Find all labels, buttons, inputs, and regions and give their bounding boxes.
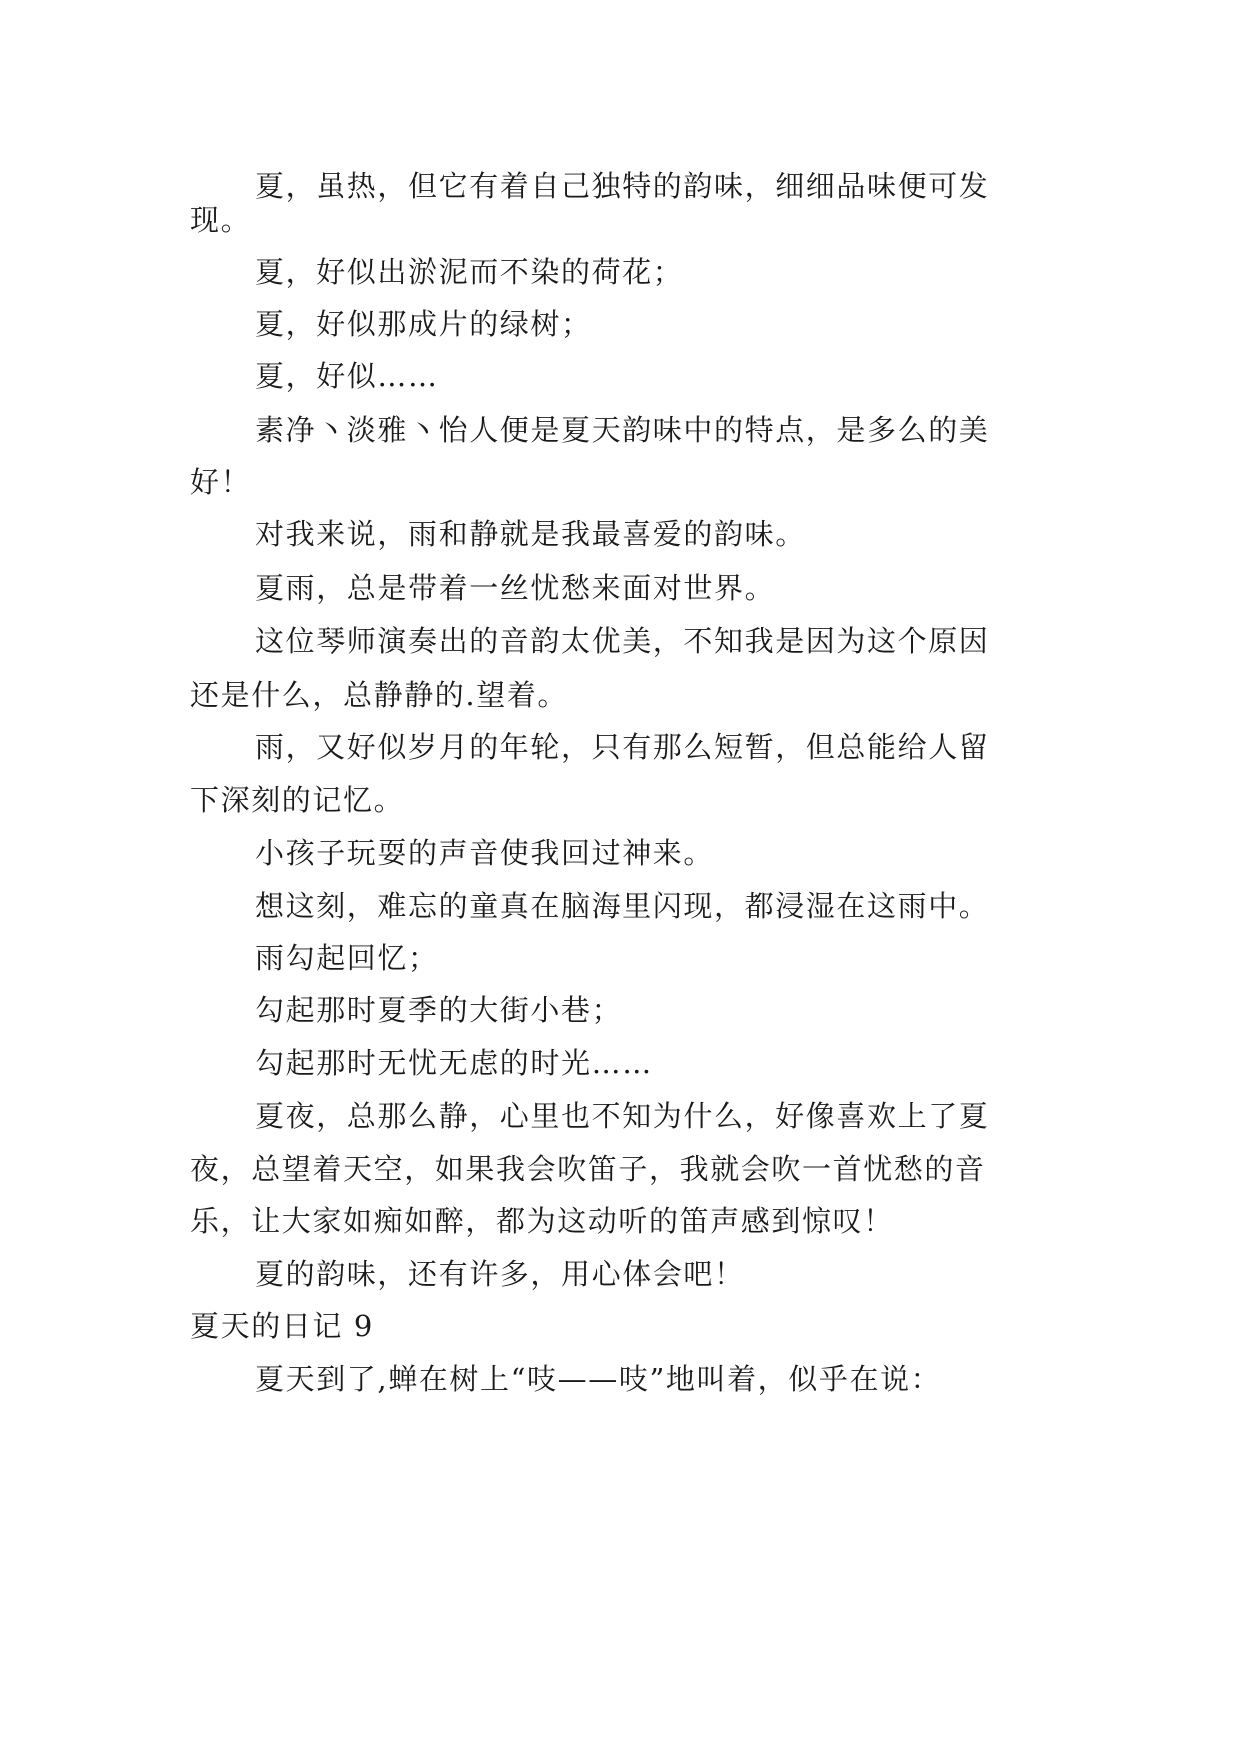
paragraph-line: 夏雨，总是带着一丝忧愁来面对世界。 xyxy=(255,571,776,605)
section-heading: 夏天的日记 9 xyxy=(190,1309,374,1343)
paragraph-line: 对我来说，雨和静就是我最喜爱的韵味。 xyxy=(255,517,806,551)
paragraph-line: 夏天到了,蝉在树上“吱——吱”地叫着，似乎在说： xyxy=(255,1362,942,1396)
paragraph-line: 夏，好似出淤泥而不染的荷花； xyxy=(255,255,684,289)
paragraph-line: 好！ xyxy=(190,465,252,499)
paragraph-line: 雨，又好似岁月的年轮，只有那么短暂，但总能给人留 xyxy=(255,730,990,764)
paragraph-line: 下深刻的记忆。 xyxy=(190,783,405,817)
paragraph-line: 这位琴师演奏出的音韵太优美，不知我是因为这个原因 xyxy=(255,624,990,658)
paragraph-line: 夏，好似…… xyxy=(255,359,439,393)
paragraph-line: 夏夜，总那么静，心里也不知为什么，好像喜欢上了夏 xyxy=(255,1099,990,1133)
paragraph-line: 夏，虽热，但它有着自己独特的韵味，细细品味便可发 xyxy=(255,169,990,203)
paragraph-line: 雨勾起回忆； xyxy=(255,941,439,975)
paragraph-line: 乐，让大家如痴如醉，都为这动听的笛声感到惊叹！ xyxy=(190,1204,894,1238)
paragraph-line: 夜，总望着天空，如果我会吹笛子，我就会吹一首忧愁的音 xyxy=(190,1152,986,1186)
paragraph-line: 夏的韵味，还有许多，用心体会吧！ xyxy=(255,1257,745,1291)
paragraph-line: 素净丶淡雅丶怡人便是夏天韵味中的特点，是多么的美 xyxy=(255,413,990,447)
paragraph-line: 勾起那时夏季的大街小巷； xyxy=(255,993,623,1027)
paragraph-line: 勾起那时无忧无虑的时光…… xyxy=(255,1046,653,1080)
paragraph-line: 夏，好似那成片的绿树； xyxy=(255,307,592,341)
paragraph-line: 想这刻，难忘的童真在脑海里闪现，都浸湿在这雨中。 xyxy=(255,889,990,923)
paragraph-line: 还是什么，总静静的.望着。 xyxy=(190,678,569,712)
paragraph-line: 现。 xyxy=(190,203,252,237)
paragraph-line: 小孩子玩耍的声音使我回过神来。 xyxy=(255,836,715,870)
